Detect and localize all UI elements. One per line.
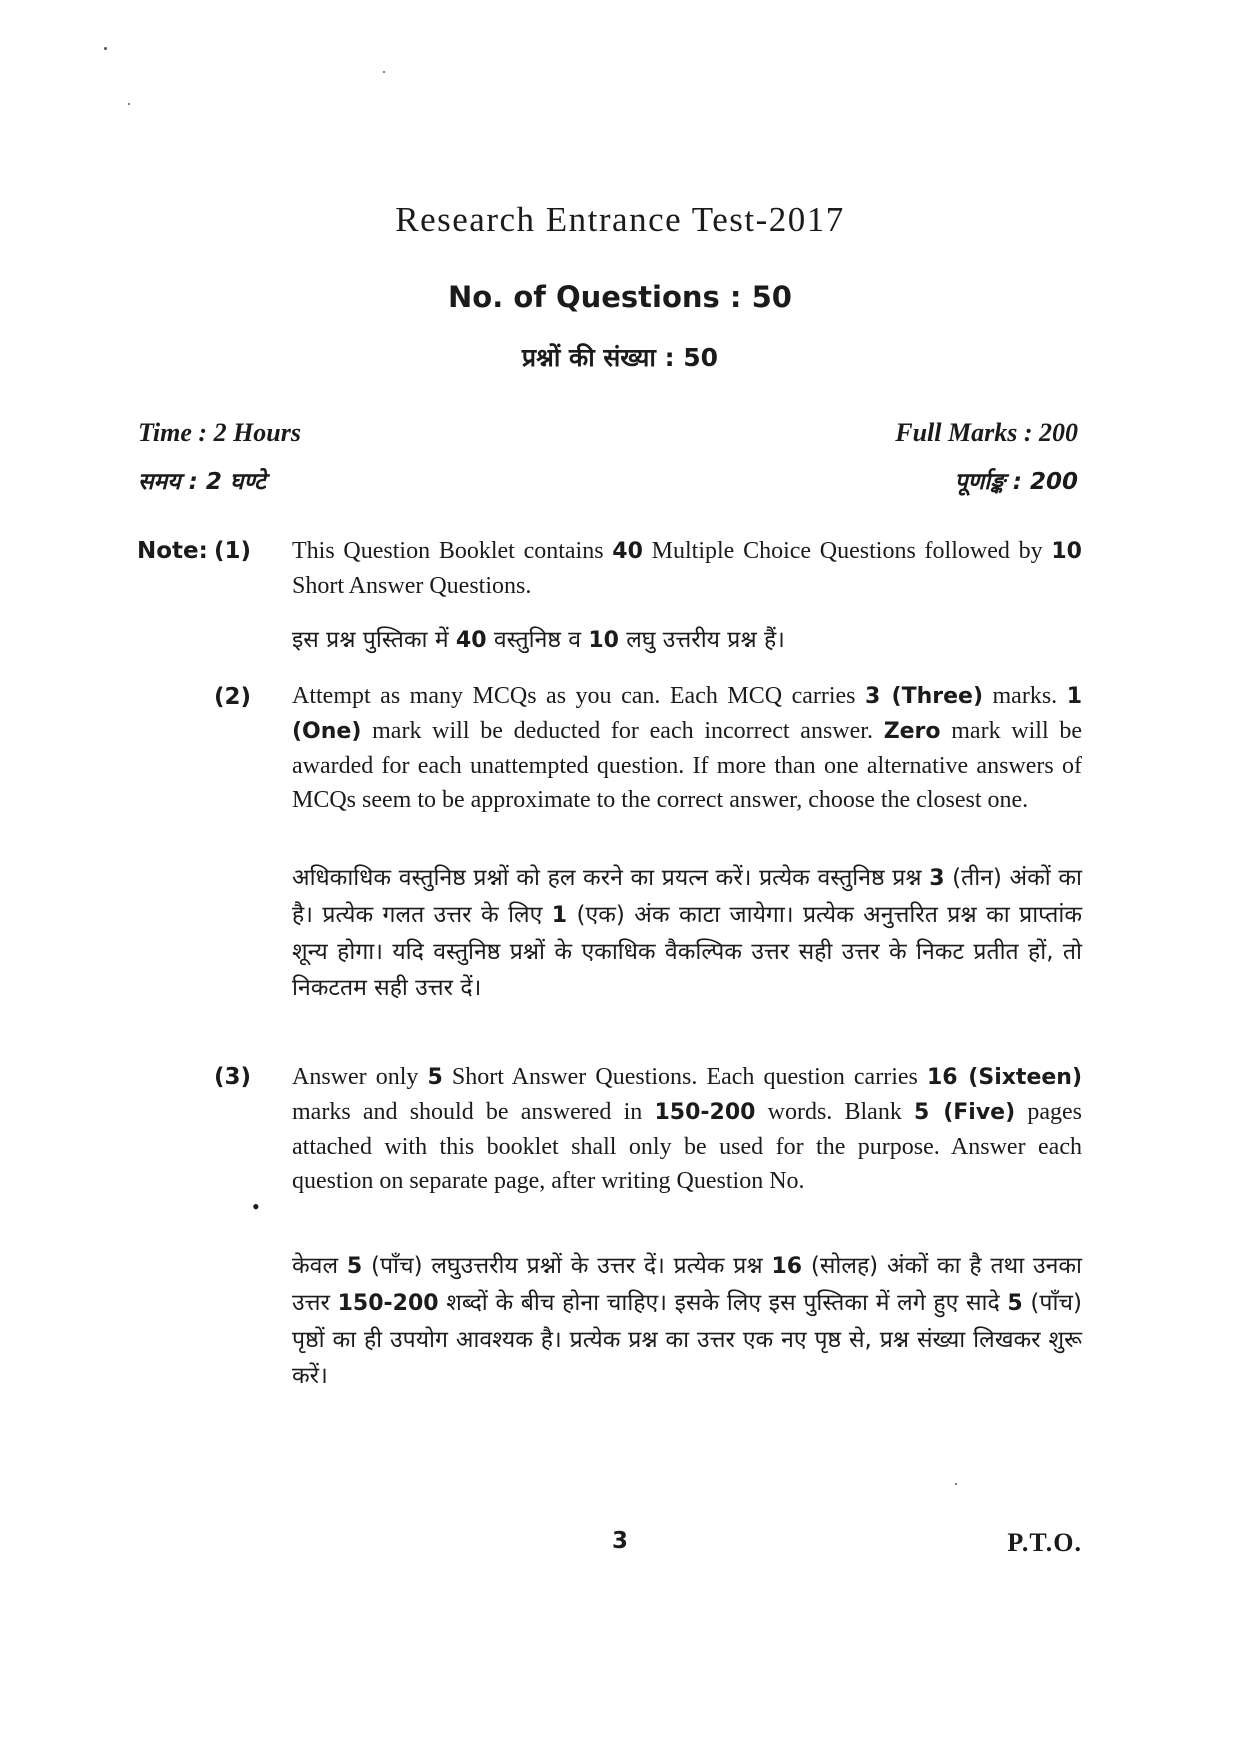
full-marks-hindi: पूर्णाङ्क : 200 [954,469,1078,495]
scan-speck [128,103,130,105]
note-2-hindi: अधिकाधिक वस्तुनिष्ठ प्रश्नों को हल करने का प्रयत्न करें। प्रत्येक वस्तुनिष्ठ प्रश्न 3 (तीन) अंकों का है। प्रत्येक गलत उत्तर के लिए 1 (एक) अंक काटा जायेगा। प्रत्येक अनुत्तरित प्रश्न का प्राप्तांक शून्य होगा। यदि वस्तुनिष्ठ प्रश्नों के एकाधिक वैकल्पिक उत्तर सही उत्तर के निकट प्रतीत हों, तो निकटतम सही उत्तर दें। [292,865,1082,1001]
please-turn-over: P.T.O. [1007,1528,1082,1557]
note-number: (1) [214,538,252,564]
full-marks-english: Full Marks : 200 [895,418,1078,447]
note-3-english: Answer only 5 Short Answer Questions. Each question carries 16 (Sixteen) marks and should be answered in 150-200 words. Blank 5 (Five) pages attached with this booklet shall only be used for the purpose. Answer each question on separate page, after writing Question No. [292,1064,1082,1194]
note-2-english: Attempt as many MCQs as you can. Each MCQ carries 3 (Three) marks. 1 (One) mark will be deducted for each incorrect answer. Zero mark will be awarded for each unattempted question. If more than one alternative answers of MCQs seem to be approximate to the correct answer, choose the closest one. [292,683,1082,813]
note-1-hindi: इस प्रश्न पुस्तिका में 40 वस्तुनिष्ठ व 10 लघु उत्तरीय प्रश्न हैं। [292,627,785,653]
note-label: Note: [137,538,208,564]
note-3-hindi: केवल 5 (पाँच) लघुउत्तरीय प्रश्नों के उत्तर दें। प्रत्येक प्रश्न 16 (सोलह) अंकों का है तथा उनका उत्तर 150-200 शब्दों के बीच होना चाहिए। इसके लिए इस पुस्तिका में लगे हुए सादे 5 (पाँच) पृष्ठों का ही उपयोग आवश्यक है। प्रत्येक प्रश्न का उत्तर एक नए पृष्ठ से, प्रश्न संख्या लिखकर शुरू करें। [292,1253,1083,1389]
note-number: (2) [214,684,252,710]
time-hindi: समय : 2 घण्टे [138,469,266,495]
note-number: (3) [214,1064,252,1090]
scan-speck [383,71,385,73]
exam-title: Research Entrance Test-2017 [395,200,845,239]
questions-count-english: No. of Questions : 50 [448,280,792,314]
bullet-mark: • [252,1194,260,1219]
questions-count-hindi: प्रश्नों की संख्या : 50 [521,343,719,372]
page-number: 3 [611,1528,628,1554]
scan-speck [104,47,107,50]
scan-speck [955,1483,957,1485]
note-1-english: This Question Booklet contains 40 Multiple Choice Questions followed by 10 Short Answer Questions. [292,538,1082,599]
time-english: Time : 2 Hours [138,418,301,447]
